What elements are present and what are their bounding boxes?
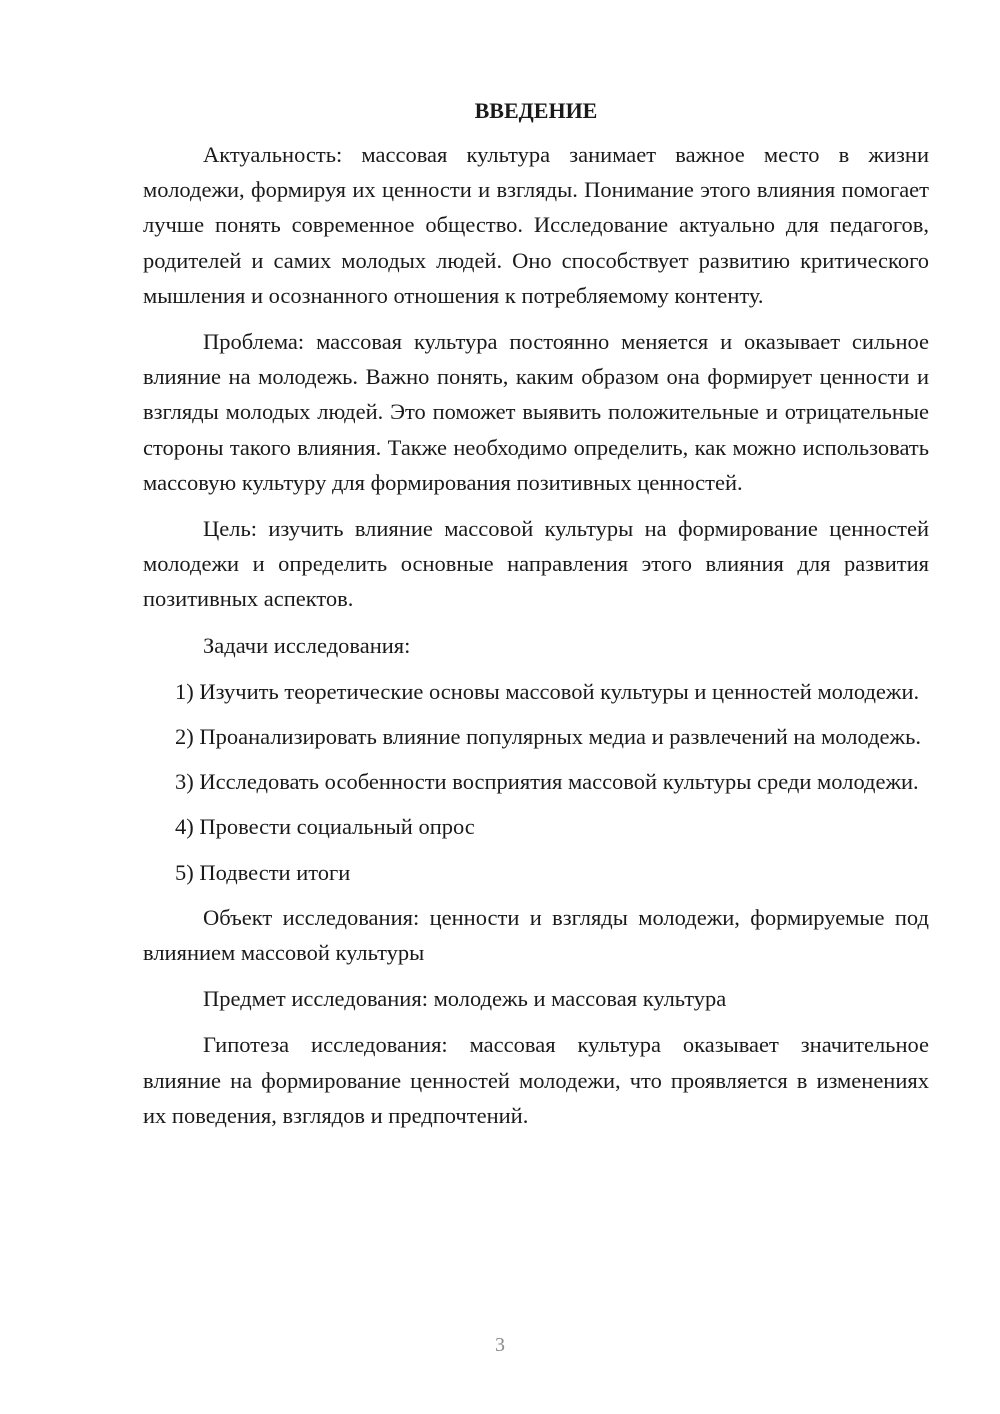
- page-number: 3: [495, 1334, 505, 1356]
- document-page: [143, 95, 929, 1144]
- paragraph-object: Объект исследования: ценности и взгляды молодежи, формируемые под влиянием массовой культуры: [143, 904, 929, 966]
- list-item: 2) Проанализировать влияние популярных медиа и развлечений на молодежь.: [175, 724, 921, 750]
- paragraph-subject: Предмет исследования: молодежь и массовая культура: [203, 986, 727, 1012]
- page-title: ВВЕДЕНИЕ: [474, 98, 598, 123]
- list-item: 3) Исследовать особенности восприятия массовой культуры среди молодежи.: [175, 769, 919, 795]
- list-item: 1) Изучить теоретические основы массовой культуры и ценностей молодежи.: [175, 678, 920, 704]
- tasks-heading: Задачи исследования:: [203, 632, 411, 658]
- list-item: 4) Провести социальный опрос: [175, 814, 475, 840]
- paragraph-goal: Цель: изучить влияние массовой культуры на формирование ценностей молодежи и определить основные направления этого влияния для развития позитивных аспектов.: [143, 516, 929, 612]
- tasks-list: [143, 674, 929, 890]
- paragraph-hypothesis: Гипотеза исследования: массовая культура оказывает значительное влияние на формирование ценностей молодежи, что проявляется в изменениях их поведения, взглядов и предпочтений.: [143, 1032, 929, 1128]
- list-item: 5) Подвести итоги: [175, 859, 351, 885]
- paragraph-relevance: Актуальность: массовая культура занимает важное место в жизни молодежи, формируя их ценности и взгляды. Понимание этого влияния помогает лучше понять современное общество. Исследование актуально для педагогов, родителей и самих молодых людей. Оно способствует развитию критического мышления и осознанного отношения к потребляемому контенту.: [143, 142, 929, 308]
- paragraph-problem: Проблема: массовая культура постоянно меняется и оказывает сильное влияние на молодежь. Важно понять, каким образом она формирует ценности и взгляды молодых людей. Это поможет выявить положительные и отрицательные стороны такого влияния. Также необходимо определить, как можно использовать массовую культуру для формирования позитивных ценностей.: [143, 329, 929, 495]
